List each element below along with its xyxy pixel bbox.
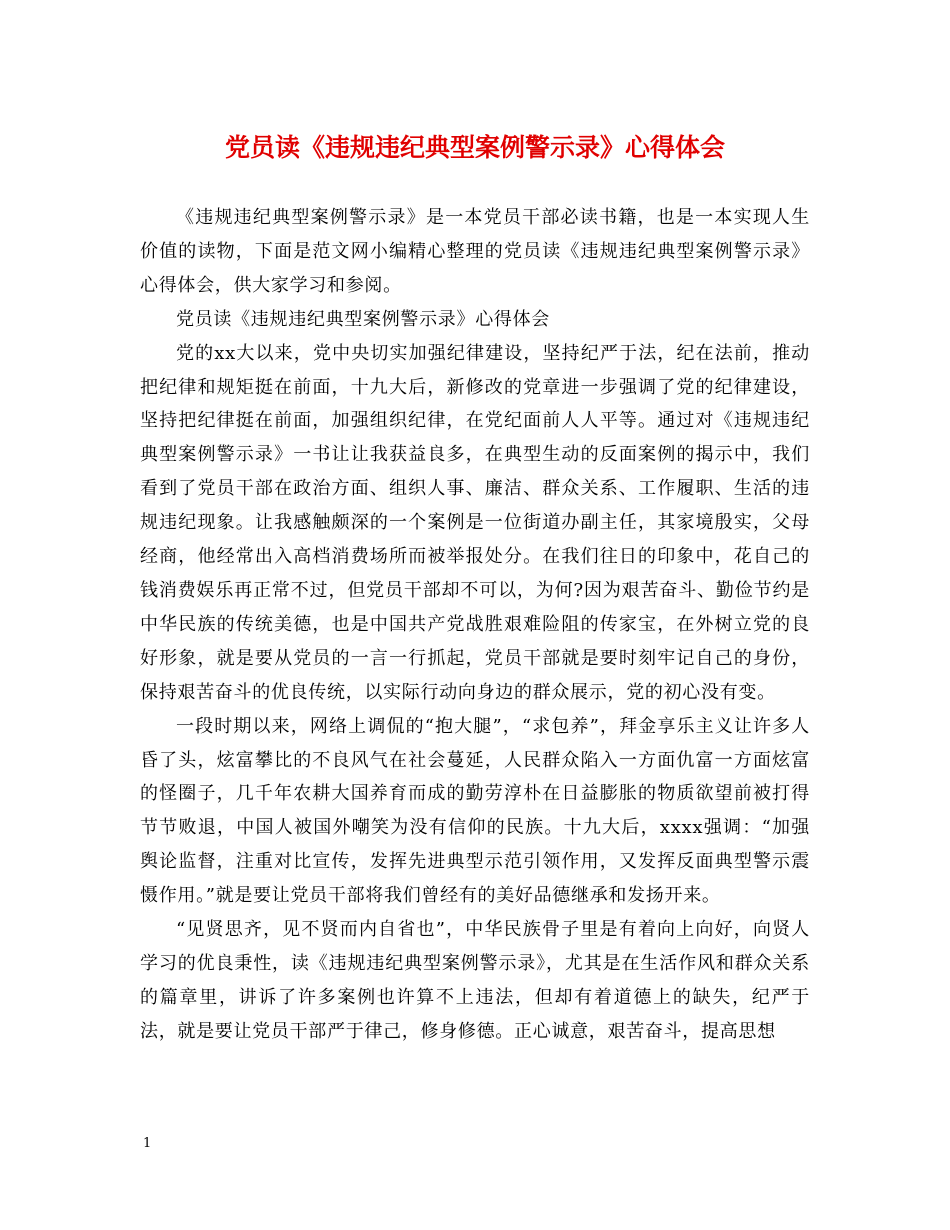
paragraph-social-trends: 一段时期以来，网络上调侃的“抱大腿”，“求包养”，拜金享乐主义让许多人昏了头，炫富攀比的不良风气在社会蔓延，人民群众陷入一方面仇富一方面炫富的怪圈子，几千年农耕大国养育而成的勤劳淳朴在日益膨胀的物质欲望前被打得节节败退，中国人被国外嘲笑为没有信仰的民族。十九大后，xxxx强调：“加强舆论监督，注重对比宣传，发挥先进典型示范引领作用，又发挥反面典型警示震慑作用。”就是要让党员干部将我们曾经有的美好品德继承和发扬开来。 (140, 715, 810, 907)
paragraph-discipline: 党的xx大以来，党中央切实加强纪律建设，坚持纪严于法，纪在法前，推动把纪律和规矩挺在前面，十九大后，新修改的党章进一步强调了党的纪律建设，坚持把纪律挺在前面，加强组织纪律，在党纪面前人人平等。通过对《违规违纪典型案例警示录》一书让让我获益良多，在典型生动的反面案例的揭示中，我们看到了党员干部在政治方面、组织人事、廉洁、群众关系、工作履职、生活的违规违纪现象。让我感触颇深的一个案例是一位街道办副主任，其家境殷实，父母经商，他经常出入高档消费场所而被举报处分。在我们往日的印象中，花自己的钱消费娱乐再正常不过，但党员干部却不可以，为何?因为艰苦奋斗、勤俭节约是中华民族的传统美德，也是中国共产党战胜艰难险阻的传家宝，在外树立党的良好形象，就是要从党员的一言一行抓起，党员干部就是要时刻牢记自己的身份，保持艰苦奋斗的优良传统，以实际行动向身边的群众展示，党的初心没有变。 (140, 342, 810, 703)
paragraph-virtue: “见贤思齐，见不贤而内自省也”，中华民族骨子里是有着向上向好，向贤人学习的优良秉性，读《违规违纪典型案例警示录》，尤其是在生活作风和群众关系的篇章里，讲诉了许多案例也许算不上违法，但却有着道德上的缺失，纪严于法，就是要让党员干部严于律己，修身修德。正心诚意，艰苦奋斗，提高思想 (140, 919, 810, 1042)
paragraph-subtitle: 党员读《违规违纪典型案例警示录》心得体会 (176, 308, 550, 330)
document-title: 党员读《违规违纪典型案例警示录》心得体会 (224, 133, 725, 162)
page-number: 1 (143, 1136, 152, 1151)
paragraph-intro: 《违规违纪典型案例警示录》是一本党员干部必读书籍，也是一本实现人生价值的读物，下面是范文网小编精心整理的党员读《违规违纪典型案例警示录》心得体会，供大家学习和参阅。 (140, 207, 810, 296)
document-body (140, 201, 810, 1049)
